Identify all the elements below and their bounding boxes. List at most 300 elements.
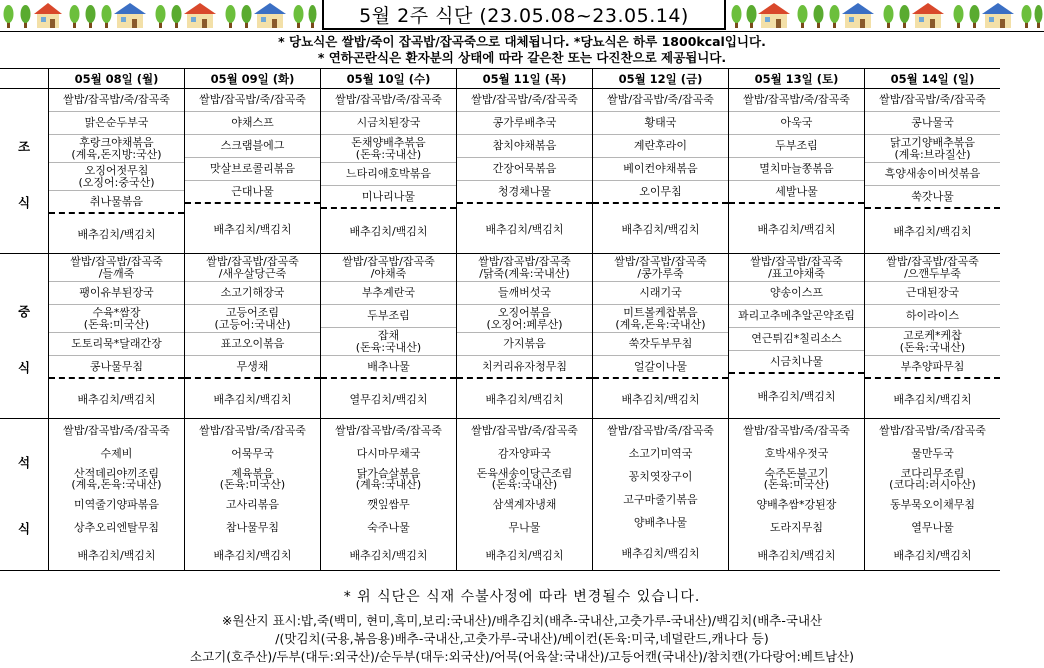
- rice-porridge-item: [457, 254, 592, 282]
- kimchi-item: [593, 204, 728, 253]
- dinner-menu-cell: [592, 418, 728, 571]
- menu-item: [593, 181, 728, 204]
- menu-item-text: 쌀밥/잡곡밥/죽/잡곡죽: [743, 93, 850, 107]
- menu-item: [321, 516, 456, 539]
- kimchi-item: [185, 379, 320, 418]
- menu-item-text: 팽이유부된장국: [79, 286, 154, 300]
- menu-item-text: 간장어묵볶음: [492, 162, 557, 176]
- kimchi-item: [457, 204, 592, 253]
- menu-item-text: 배추나물: [367, 359, 410, 373]
- menu-item-text: 다시마무채국: [356, 446, 421, 460]
- menu-item: [49, 442, 184, 465]
- menu-item-text: 닭가슴살볶음: [356, 466, 421, 480]
- menu-item: [185, 356, 320, 379]
- menu-item: [865, 282, 1000, 305]
- menu-item-text: 미트볼케찹볶음: [623, 306, 698, 319]
- menu-item-text: 두부조림: [775, 139, 818, 153]
- menu-item-text: 수육*쌈장: [92, 306, 141, 319]
- menu-item: [49, 516, 184, 539]
- breakfast-menu-cell: [592, 88, 728, 253]
- menu-item-text: 시래기국: [639, 286, 682, 300]
- dinner-menu-cell: [456, 418, 592, 571]
- rice-porridge-item: [593, 254, 728, 282]
- menu-item-text: 쌀밥/잡곡밥/죽/잡곡죽: [471, 423, 578, 437]
- kimchi-item: [185, 539, 320, 571]
- menu-item: [593, 135, 728, 158]
- menu-item: [865, 186, 1000, 209]
- menu-item-text: 삼색계자냉채: [492, 497, 557, 511]
- menu-item-text: 베이컨야채볶음: [623, 162, 698, 176]
- menu-item: [185, 516, 320, 539]
- menu-item-text: 오징어볶음: [497, 306, 552, 319]
- menu-item-text: (돈육:국내산): [491, 478, 558, 491]
- menu-item: [593, 282, 728, 305]
- menu-title: [322, 0, 726, 30]
- lunch-menu-cell: [184, 253, 320, 418]
- diabetic-diet-notice: * 당뇨식은 쌀밥/죽이 잡곡밥/잡곡죽으로 대체됩니다. *당뇨식은 하루 1800kcal입니다.: [278, 34, 766, 49]
- rice-porridge-item: [185, 419, 320, 442]
- kimchi-item: [457, 539, 592, 571]
- menu-item-text: 배추김치/백김치: [213, 222, 292, 236]
- menu-item: [185, 305, 320, 333]
- menu-item-text: 물만두국: [911, 446, 954, 460]
- house-icon: [912, 3, 944, 28]
- breakfast-menu-cell: [864, 88, 1000, 253]
- menu-item-text: 가지볶음: [503, 337, 546, 351]
- house-icon: [254, 3, 286, 28]
- menu-item-text: 배추김치/백김치: [485, 222, 564, 236]
- menu-item: [593, 333, 728, 356]
- menu-item-text: 도라지무침: [769, 520, 824, 534]
- menu-item: [593, 442, 728, 465]
- menu-item-text: 쌀밥/잡곡밥/죽/잡곡죽: [879, 423, 986, 437]
- menu-item: [49, 465, 184, 493]
- menu-item: [865, 328, 1000, 356]
- menu-item: [321, 112, 456, 135]
- rice-porridge-item: [49, 254, 184, 282]
- menu-item: [729, 465, 864, 493]
- tree-icon: [70, 5, 112, 28]
- menu-item-text: /콩가루죽: [637, 266, 684, 280]
- header-divider: [0, 31, 1044, 32]
- lunch-label-char: 중: [17, 304, 31, 319]
- menu-item-text: 배추김치/백김치: [349, 225, 428, 238]
- rice-porridge-item: [185, 89, 320, 112]
- origin-info-line: /(맛김치(국용,볶음용)배추-국내산,고춧가루-국내산)/베이컨(돈육:미국,네덜란드,캐나다 등): [275, 631, 769, 646]
- day-header: 05월 13일 (토): [728, 68, 864, 88]
- menu-item: [321, 163, 456, 186]
- menu-item: [321, 135, 456, 163]
- menu-item: [593, 158, 728, 181]
- menu-item-text: 들깨버섯국: [497, 286, 552, 300]
- menu-item: [729, 282, 864, 305]
- menu-item-text: 콩나물국: [911, 116, 954, 130]
- village-houses-decoration-left: [0, 0, 318, 32]
- menu-item-text: 어묵무국: [231, 446, 274, 460]
- menu-item-text: 콩가루배추국: [492, 116, 557, 130]
- menu-item: [457, 493, 592, 516]
- menu-item-text: (돈육:미국산): [83, 317, 150, 331]
- menu-item-text: 산적데리야끼조림: [73, 466, 159, 480]
- menu-item-text: 돈채양배추볶음: [351, 136, 426, 149]
- menu-item-text: 쌀밥/잡곡밥/죽/잡곡죽: [63, 93, 170, 107]
- kimchi-item: [729, 539, 864, 571]
- menu-item-text: 스크램블에그: [220, 139, 285, 153]
- house-icon: [982, 3, 1014, 28]
- rice-porridge-item: [49, 419, 184, 442]
- menu-item-text: /표고야채죽: [768, 266, 825, 280]
- rice-porridge-item: [593, 419, 728, 442]
- weekly-menu-table: [0, 68, 1000, 571]
- lunch-menu-cell: [728, 253, 864, 418]
- menu-item-text: 부추양파무침: [900, 359, 965, 373]
- menu-item-text: 아욱국: [780, 116, 813, 130]
- rice-porridge-item: [729, 419, 864, 442]
- house-icon: [842, 3, 874, 28]
- day-header: 05월 11일 (목): [456, 68, 592, 88]
- menu-item-text: 쌀밥/잡곡밥/죽/잡곡죽: [199, 93, 306, 107]
- menu-item-text: 쑥갓나물: [911, 189, 954, 203]
- menu-item-text: 오이무침: [639, 184, 682, 198]
- menu-item-text: 숙주나물: [367, 520, 410, 534]
- menu-item-text: 배추김치/백김치: [77, 549, 156, 562]
- menu-item: [457, 112, 592, 135]
- menu-item: [457, 135, 592, 158]
- menu-item: [457, 181, 592, 204]
- menu-item-text: 고로케*케찹: [903, 329, 962, 342]
- breakfast-label-char: 조: [17, 139, 31, 154]
- rice-porridge-item: [321, 419, 456, 442]
- tree-icon: [4, 5, 31, 28]
- menu-item: [457, 465, 592, 493]
- menu-item: [593, 356, 728, 379]
- menu-item: [49, 112, 184, 135]
- menu-item: [865, 465, 1000, 493]
- day-header: 05월 12일 (금): [592, 68, 728, 88]
- menu-item-text: 참치야채볶음: [492, 139, 557, 153]
- kimchi-item: [593, 534, 728, 571]
- tree-icon: [732, 5, 757, 28]
- menu-item: [49, 163, 184, 191]
- kimchi-item: [321, 209, 456, 253]
- menu-item: [185, 282, 320, 305]
- breakfast-menu-cell: [48, 88, 184, 253]
- menu-item-text: 배추김치/백김치: [213, 549, 292, 562]
- menu-item: [321, 328, 456, 356]
- menu-change-notice: * 위 식단은 식재 수불사정에 따라 변경될수 있습니다.: [343, 589, 701, 605]
- menu-item: [49, 305, 184, 333]
- menu-item-text: 배추김치/백김치: [757, 390, 836, 403]
- house-icon: [184, 3, 216, 28]
- menu-item-text: 배추김치/백김치: [213, 392, 292, 406]
- breakfast-menu-cell: [320, 88, 456, 253]
- kimchi-item: [729, 374, 864, 418]
- breakfast-label-char: 식: [17, 195, 31, 210]
- house-icon: [114, 3, 146, 28]
- menu-item-text: 호박새우젓국: [764, 446, 829, 460]
- menu-item: [49, 135, 184, 163]
- menu-item-text: (계육,돈육:국내산): [615, 317, 706, 331]
- menu-title-text: 5월 2주 식단 (23.05.08~23.05.14): [359, 4, 689, 27]
- menu-item-text: 숙주돈불고기: [764, 466, 829, 480]
- menu-item-text: (계육:브라질산): [894, 147, 971, 161]
- menu-item-text: 코다리무조림: [900, 466, 965, 480]
- menu-item-text: 황태국: [644, 116, 677, 130]
- menu-item-text: 소고기해장국: [220, 286, 285, 300]
- breakfast-menu-cell: [728, 88, 864, 253]
- menu-item-text: 미나리나물: [361, 189, 416, 203]
- rice-porridge-item: [321, 254, 456, 282]
- menu-item-text: 배추김치/백김치: [349, 549, 428, 562]
- rice-porridge-item: [593, 89, 728, 112]
- menu-item-text: 쌀밥/잡곡밥/잡곡죽: [614, 255, 707, 268]
- menu-item-text: 배추김치/백김치: [621, 392, 700, 406]
- menu-item: [729, 305, 864, 328]
- menu-item: [457, 333, 592, 356]
- tree-icon: [1022, 5, 1043, 28]
- lunch-label-char: 식: [17, 360, 31, 375]
- menu-item: [185, 465, 320, 493]
- dinner-menu-cell: [48, 418, 184, 571]
- menu-item-text: 소고기미역국: [628, 446, 693, 460]
- tree-icon: [226, 5, 252, 28]
- menu-item: [729, 493, 864, 516]
- menu-item-text: 청경채나물: [497, 184, 552, 198]
- dinner-label-char: 석: [17, 455, 31, 470]
- kimchi-item: [865, 539, 1000, 571]
- rice-porridge-item: [865, 254, 1000, 282]
- menu-item-text: 양송이스프: [769, 286, 824, 300]
- house-icon: [34, 3, 62, 28]
- menu-item-text: 고등어조림: [225, 306, 280, 319]
- breakfast-menu-cell: [184, 88, 320, 253]
- menu-item-text: 열무나물: [911, 520, 954, 534]
- menu-item: [865, 163, 1000, 186]
- menu-item: [729, 351, 864, 374]
- kimchi-item: [321, 379, 456, 418]
- menu-item-text: 오징어젓무침: [84, 164, 149, 177]
- tree-icon: [294, 5, 317, 28]
- menu-item: [865, 112, 1000, 135]
- menu-item-text: 제육볶음: [231, 466, 274, 480]
- menu-item-text: /들깨죽: [98, 266, 135, 280]
- origin-info-line: ※원산지 표시:밥,죽(백미, 현미,흑미,보리:국내산)/배추김치(배추-국내산,고춧가루-국내산)/백김치(배추-국내산: [221, 613, 823, 628]
- rice-porridge-item: [321, 89, 456, 112]
- menu-item-text: 배추김치/백김치: [77, 392, 156, 406]
- menu-item-text: 수제비: [100, 446, 133, 460]
- menu-item-text: 두부조림: [367, 309, 410, 323]
- menu-item: [593, 465, 728, 488]
- dinner-label: [0, 418, 48, 571]
- menu-item-text: 쌀밥/잡곡밥/잡곡죽: [206, 255, 299, 268]
- menu-item: [49, 493, 184, 516]
- menu-item-text: 시금치된장국: [356, 116, 421, 130]
- menu-item-text: 꽁치엿장구이: [628, 469, 693, 483]
- menu-item-text: 치커리유자청무침: [481, 359, 567, 373]
- kimchi-item: [729, 204, 864, 253]
- house-icon: [758, 3, 790, 28]
- menu-item-text: 쌀밥/잡곡밥/잡곡죽: [70, 255, 163, 268]
- dinner-menu-cell: [320, 418, 456, 571]
- menu-item: [185, 181, 320, 204]
- menu-item-text: 콩나물무침: [89, 359, 144, 373]
- menu-item-text: 부추계란국: [361, 286, 416, 300]
- menu-item: [865, 135, 1000, 163]
- menu-item: [49, 191, 184, 214]
- lunch-menu-cell: [456, 253, 592, 418]
- menu-item: [321, 356, 456, 379]
- menu-item-text: 표고오이볶음: [220, 337, 285, 351]
- menu-item-text: 양배추나물: [633, 515, 688, 529]
- menu-item: [185, 493, 320, 516]
- menu-item: [593, 488, 728, 511]
- menu-item-text: (돈육:국내산): [355, 147, 422, 161]
- menu-item-text: 취나물볶음: [89, 194, 144, 208]
- menu-item-text: 근대나물: [231, 184, 274, 198]
- menu-item-text: 야채스프: [231, 116, 274, 130]
- day-header: 05월 14일 (일): [864, 68, 1000, 88]
- menu-item: [729, 516, 864, 539]
- origin-info-line: 소고기(호주산)/두부(대두:외국산)/순두부(대두:외국산)/어묵(어육살:국내산)/고등어캔(국내산)/참치캔(가다랑어:베트남산): [190, 649, 854, 664]
- menu-item: [321, 282, 456, 305]
- menu-item-text: 닭고기양배추볶음: [889, 136, 975, 149]
- rice-porridge-item: [49, 89, 184, 112]
- menu-item: [865, 305, 1000, 328]
- tree-icon: [798, 5, 840, 28]
- menu-item-text: 시금치나물: [769, 354, 824, 368]
- kimchi-item: [865, 209, 1000, 253]
- menu-item-text: 고구마줄기볶음: [623, 492, 698, 506]
- dysphagia-diet-notice: * 연하곤란식은 환자분의 상태에 따라 갈은찬 또는 다진찬으로 제공됩니다.: [317, 50, 727, 65]
- menu-item: [321, 186, 456, 209]
- menu-item: [49, 333, 184, 356]
- menu-item: [865, 493, 1000, 516]
- menu-item-text: (코다리:러시아산): [889, 478, 976, 491]
- menu-item-text: 상추오리엔탈무침: [73, 520, 159, 534]
- menu-item-text: 계란후라이: [633, 139, 688, 153]
- lunch-menu-cell: [864, 253, 1000, 418]
- lunch-menu-cell: [48, 253, 184, 418]
- menu-item-text: (계육:국내산): [355, 478, 422, 491]
- rice-porridge-item: [729, 254, 864, 282]
- kimchi-item: [49, 539, 184, 571]
- menu-item-text: (돈육:미국산): [763, 478, 830, 491]
- menu-item-text: 쌀밥/잡곡밥/잡곡죽: [750, 255, 843, 268]
- menu-item-text: 배추김치/백김치: [621, 546, 700, 560]
- dinner-menu-cell: [728, 418, 864, 571]
- menu-item-text: (계육,돈지방:국산): [71, 147, 162, 161]
- menu-item-text: 배추김치/백김치: [893, 392, 972, 406]
- menu-item: [729, 158, 864, 181]
- menu-item-text: (고등어:국내산): [214, 317, 291, 331]
- menu-item-text: 멸치마늘쫑볶음: [759, 162, 834, 176]
- menu-item: [457, 158, 592, 181]
- menu-item-text: 쌀밥/잡곡밥/죽/잡곡죽: [471, 93, 578, 107]
- menu-item-text: (오징어:페루산): [486, 317, 563, 331]
- menu-item-text: 깻잎쌈무: [367, 497, 410, 511]
- tree-icon: [884, 5, 910, 28]
- menu-item-text: (오징어:중국산): [78, 175, 155, 189]
- menu-item-text: 쌀밥/잡곡밥/죽/잡곡죽: [743, 423, 850, 437]
- rice-porridge-item: [729, 89, 864, 112]
- kimchi-item: [321, 539, 456, 571]
- menu-item-text: 맑은순두부국: [84, 116, 149, 130]
- breakfast-label: [0, 88, 48, 253]
- menu-item-text: 배추김치/백김치: [893, 549, 972, 562]
- day-header: 05월 10일 (수): [320, 68, 456, 88]
- menu-item-text: 양배추쌈*강된장: [756, 497, 837, 511]
- menu-item-text: 쌀밥/잡곡밥/죽/잡곡죽: [607, 93, 714, 107]
- rice-porridge-item: [865, 419, 1000, 442]
- day-header: 05월 08일 (월): [48, 68, 184, 88]
- menu-item-text: 배추김치/백김치: [621, 222, 700, 236]
- menu-item-text: 무나물: [508, 520, 541, 534]
- menu-item-text: 근대된장국: [905, 286, 960, 300]
- kimchi-item: [865, 379, 1000, 418]
- rice-porridge-item: [865, 89, 1000, 112]
- menu-item-text: 쌀밥/잡곡밥/잡곡죽: [342, 255, 435, 268]
- menu-item-text: 무생채: [236, 359, 269, 373]
- dinner-menu-cell: [184, 418, 320, 571]
- menu-item-text: /새우살당근죽: [218, 266, 287, 280]
- menu-item: [457, 305, 592, 333]
- menu-item-text: 하이라이스: [905, 309, 960, 323]
- menu-item-text: (계육,돈육:국내산): [71, 478, 162, 491]
- menu-item: [185, 333, 320, 356]
- menu-item-text: (돈육:국내산): [355, 340, 422, 354]
- lunch-label: [0, 253, 48, 418]
- menu-item: [729, 328, 864, 351]
- menu-item: [321, 493, 456, 516]
- menu-item-text: 열무김치/백김치: [349, 392, 428, 406]
- menu-item: [729, 181, 864, 204]
- menu-item-text: 꽈리고추메추알곤약조림: [738, 309, 855, 323]
- menu-item-text: 쌀밥/잡곡밥/죽/잡곡죽: [63, 423, 170, 437]
- menu-item-text: 배추김치/백김치: [757, 222, 836, 236]
- menu-item: [593, 112, 728, 135]
- rice-porridge-item: [457, 89, 592, 112]
- menu-item-text: 맛살브로콜리볶음: [209, 162, 295, 176]
- day-header: 05월 09일 (화): [184, 68, 320, 88]
- menu-item: [49, 282, 184, 305]
- breakfast-menu-cell: [456, 88, 592, 253]
- rice-porridge-item: [457, 419, 592, 442]
- menu-item-text: (돈육:국내산): [899, 340, 966, 354]
- kimchi-item: [49, 214, 184, 253]
- menu-item-text: 감자양파국: [497, 446, 552, 460]
- menu-item-text: 배추김치/백김치: [485, 549, 564, 562]
- dinner-label-char: 식: [17, 521, 31, 536]
- menu-item: [185, 442, 320, 465]
- menu-item-text: 쌀밥/잡곡밥/죽/잡곡죽: [879, 93, 986, 107]
- village-houses-decoration-right: [728, 0, 1044, 32]
- menu-item: [729, 135, 864, 158]
- menu-item: [457, 282, 592, 305]
- menu-item-text: 배추김치/백김치: [77, 227, 156, 241]
- menu-item-text: 연근튀김*칠리소스: [751, 332, 842, 346]
- menu-item-text: 미역줄기양파볶음: [73, 497, 159, 511]
- tree-icon: [954, 5, 980, 28]
- menu-item: [457, 516, 592, 539]
- menu-item: [185, 112, 320, 135]
- menu-item: [865, 442, 1000, 465]
- table-corner: [0, 68, 48, 88]
- menu-item-text: 쑥갓두부무침: [628, 337, 693, 351]
- menu-item-text: (돈육:미국산): [219, 478, 286, 491]
- menu-item: [321, 465, 456, 493]
- menu-item-text: 흑양새송이버섯볶음: [884, 167, 981, 181]
- menu-item-text: 고사리볶음: [225, 497, 280, 511]
